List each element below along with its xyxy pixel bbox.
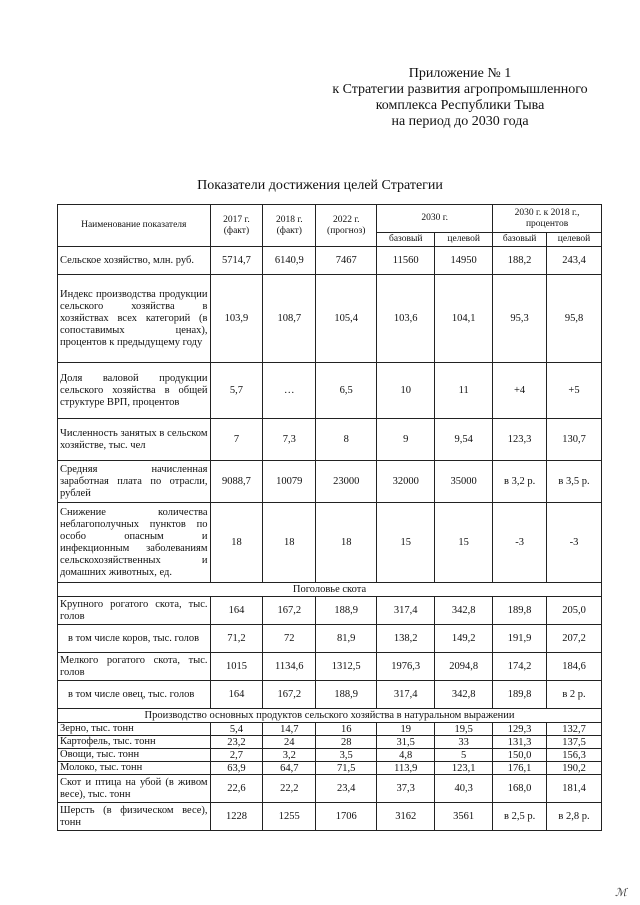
- indicator-value: 19: [377, 723, 435, 736]
- table-row: [58, 461, 602, 503]
- indicator-value: 40,3: [435, 775, 493, 803]
- indicator-value: 71,5: [316, 762, 377, 775]
- indicator-name: Овощи, тыс. тонн: [58, 749, 211, 762]
- indicator-value: -3: [547, 503, 602, 583]
- indicator-value: 9088,7: [210, 461, 263, 503]
- indicator-value: 167,2: [263, 681, 316, 709]
- indicator-value: 3,2: [263, 749, 316, 762]
- indicator-value: в 2,5 р.: [493, 803, 547, 831]
- indicators-table: [57, 204, 602, 831]
- indicator-value: в 2 р.: [547, 681, 602, 709]
- indicator-name: Доля валовой продукции сельского хозяйства в общей структуре ВРП, процентов: [58, 363, 211, 419]
- indicator-value: 190,2: [547, 762, 602, 775]
- indicator-value: 6140,9: [263, 247, 316, 275]
- indicator-value: 205,0: [547, 597, 602, 625]
- indicator-value: 72: [263, 625, 316, 653]
- indicator-value: 176,1: [493, 762, 547, 775]
- indicator-value: 95,8: [547, 275, 602, 363]
- indicator-value: +4: [493, 363, 547, 419]
- table-row: [58, 723, 602, 736]
- indicator-value: 3561: [435, 803, 493, 831]
- indicator-value: 188,9: [316, 597, 377, 625]
- indicator-value: 103,9: [210, 275, 263, 363]
- indicator-value: 108,7: [263, 275, 316, 363]
- col-header-target-ratio: целевой: [547, 233, 602, 247]
- indicator-value: 5: [435, 749, 493, 762]
- col-header-base-ratio: базовый: [493, 233, 547, 247]
- indicator-value: 35000: [435, 461, 493, 503]
- indicator-value: 18: [210, 503, 263, 583]
- indicator-value: 156,3: [547, 749, 602, 762]
- indicator-value: 164: [210, 681, 263, 709]
- indicator-value: …: [263, 363, 316, 419]
- indicator-value: 167,2: [263, 597, 316, 625]
- table-row: [58, 597, 602, 625]
- indicator-value: 184,6: [547, 653, 602, 681]
- header-line-3: комплекса Республики Тыва: [375, 98, 545, 113]
- indicator-value: в 3,2 р.: [493, 461, 547, 503]
- indicator-value: 15: [435, 503, 493, 583]
- col-header-name: Наименование показателя: [58, 205, 211, 247]
- indicator-value: 3162: [377, 803, 435, 831]
- indicator-value: 103,6: [377, 275, 435, 363]
- indicator-value: 131,3: [493, 736, 547, 749]
- indicator-value: 317,4: [377, 597, 435, 625]
- indicator-value: 1255: [263, 803, 316, 831]
- indicator-value: 5,4: [210, 723, 263, 736]
- indicator-value: 174,2: [493, 653, 547, 681]
- table-row: [58, 503, 602, 583]
- indicator-value: 14950: [435, 247, 493, 275]
- indicator-value: +5: [547, 363, 602, 419]
- indicator-value: -3: [493, 503, 547, 583]
- indicator-value: 105,4: [316, 275, 377, 363]
- indicator-value: 2094,8: [435, 653, 493, 681]
- indicator-name: Картофель, тыс. тонн: [58, 736, 211, 749]
- indicator-value: 113,9: [377, 762, 435, 775]
- indicator-name: Снижение количества неблагополучных пунктов по особо опасным и инфекционным заболеваниям сельскохозяйственных и домашних животных, ед.: [58, 503, 211, 583]
- indicator-value: 16: [316, 723, 377, 736]
- indicator-value: 23000: [316, 461, 377, 503]
- indicator-value: 342,8: [435, 597, 493, 625]
- indicator-value: 188,2: [493, 247, 547, 275]
- indicator-value: 5714,7: [210, 247, 263, 275]
- indicator-value: 5,7: [210, 363, 263, 419]
- indicator-value: 14,7: [263, 723, 316, 736]
- table-row: [58, 775, 602, 803]
- indicator-value: 130,7: [547, 419, 602, 461]
- col-header-2018: 2018 г. (факт): [263, 205, 316, 247]
- indicator-value: 22,6: [210, 775, 263, 803]
- table-row: [58, 749, 602, 762]
- indicator-value: 24: [263, 736, 316, 749]
- indicator-value: 8: [316, 419, 377, 461]
- section-heading: Поголовье скота: [58, 583, 602, 597]
- indicator-value: 150,0: [493, 749, 547, 762]
- indicator-name: Сельское хозяйство, млн. руб.: [58, 247, 211, 275]
- indicator-value: 132,7: [547, 723, 602, 736]
- indicator-value: 9,54: [435, 419, 493, 461]
- indicator-value: 11: [435, 363, 493, 419]
- col-header-ratio: 2030 г. к 2018 г., процентов: [493, 205, 602, 233]
- indicator-value: 18: [316, 503, 377, 583]
- indicator-value: 243,4: [547, 247, 602, 275]
- indicator-value: в 2,8 р.: [547, 803, 602, 831]
- indicator-value: 28: [316, 736, 377, 749]
- indicator-value: 4,8: [377, 749, 435, 762]
- section-row: [58, 583, 602, 597]
- indicator-value: в 3,5 р.: [547, 461, 602, 503]
- indicator-value: 1228: [210, 803, 263, 831]
- document-title: Показатели достижения целей Стратегии: [197, 178, 443, 193]
- indicator-value: 22,2: [263, 775, 316, 803]
- indicator-name: в том числе коров, тыс. голов: [58, 625, 211, 653]
- handwritten-mark: ℳ: [615, 887, 627, 899]
- table-row: [58, 625, 602, 653]
- indicator-value: 149,2: [435, 625, 493, 653]
- indicator-value: 138,2: [377, 625, 435, 653]
- table-row: [58, 736, 602, 749]
- table-row: [58, 681, 602, 709]
- indicator-value: 6,5: [316, 363, 377, 419]
- indicator-value: 104,1: [435, 275, 493, 363]
- indicator-name: Мелкого рогатого скота, тыс. голов: [58, 653, 211, 681]
- col-header-2022: 2022 г. (прогноз): [316, 205, 377, 247]
- indicator-name: Молоко, тыс. тонн: [58, 762, 211, 775]
- indicator-value: 9: [377, 419, 435, 461]
- indicator-value: 32000: [377, 461, 435, 503]
- indicator-value: 18: [263, 503, 316, 583]
- indicator-value: 31,5: [377, 736, 435, 749]
- appendix-label: Приложение № 1: [408, 66, 512, 81]
- indicator-value: 7,3: [263, 419, 316, 461]
- indicator-name: в том числе овец, тыс. голов: [58, 681, 211, 709]
- indicator-value: 10: [377, 363, 435, 419]
- indicator-value: 123,1: [435, 762, 493, 775]
- indicator-value: 23,2: [210, 736, 263, 749]
- indicator-value: 1015: [210, 653, 263, 681]
- table-row: [58, 247, 602, 275]
- indicator-value: 181,4: [547, 775, 602, 803]
- table-row: [58, 653, 602, 681]
- indicator-value: 95,3: [493, 275, 547, 363]
- indicator-value: 342,8: [435, 681, 493, 709]
- indicator-value: 11560: [377, 247, 435, 275]
- indicator-value: 19,5: [435, 723, 493, 736]
- section-row: [58, 709, 602, 723]
- indicator-value: 23,4: [316, 775, 377, 803]
- indicator-value: 3,5: [316, 749, 377, 762]
- indicator-value: 123,3: [493, 419, 547, 461]
- indicator-name: Индекс производства продукции сельского хозяйства в хозяйствах всех категорий (в сопоставимых ценах), процентов к предыдущему году: [58, 275, 211, 363]
- indicator-value: 10079: [263, 461, 316, 503]
- indicator-name: Средняя начисленная заработная плата по отрасли, рублей: [58, 461, 211, 503]
- indicator-value: 63,9: [210, 762, 263, 775]
- indicator-value: 71,2: [210, 625, 263, 653]
- col-header-2030: 2030 г.: [377, 205, 493, 233]
- indicator-value: 189,8: [493, 681, 547, 709]
- indicator-value: 207,2: [547, 625, 602, 653]
- header-line-2: к Стратегии развития агропромышленного: [332, 82, 588, 97]
- indicator-value: 164: [210, 597, 263, 625]
- indicator-value: 1706: [316, 803, 377, 831]
- indicator-value: 64,7: [263, 762, 316, 775]
- indicator-value: 15: [377, 503, 435, 583]
- indicator-value: 129,3: [493, 723, 547, 736]
- indicator-name: Крупного рогатого скота, тыс. голов: [58, 597, 211, 625]
- table-row: [58, 762, 602, 775]
- indicator-value: 317,4: [377, 681, 435, 709]
- indicator-value: 137,5: [547, 736, 602, 749]
- table-row: [58, 275, 602, 363]
- indicator-name: Зерно, тыс. тонн: [58, 723, 211, 736]
- indicator-name: Численность занятых в сельском хозяйстве, тыс. чел: [58, 419, 211, 461]
- indicator-value: 191,9: [493, 625, 547, 653]
- indicator-value: 2,7: [210, 749, 263, 762]
- header-line-4: на период до 2030 года: [391, 114, 529, 129]
- col-header-2017: 2017 г. (факт): [210, 205, 263, 247]
- col-header-base: базовый: [377, 233, 435, 247]
- indicator-value: 7467: [316, 247, 377, 275]
- indicator-name: Скот и птица на убой (в живом весе), тыс. тонн: [58, 775, 211, 803]
- indicator-value: 1134,6: [263, 653, 316, 681]
- indicator-value: 1312,5: [316, 653, 377, 681]
- indicator-value: 168,0: [493, 775, 547, 803]
- table-row: [58, 419, 602, 461]
- indicator-value: 1976,3: [377, 653, 435, 681]
- indicator-value: 37,3: [377, 775, 435, 803]
- indicator-value: 7: [210, 419, 263, 461]
- col-header-target: целевой: [435, 233, 493, 247]
- document-header: [300, 66, 620, 130]
- indicator-name: Шерсть (в физическом весе), тонн: [58, 803, 211, 831]
- indicator-value: 188,9: [316, 681, 377, 709]
- table-row: [58, 803, 602, 831]
- indicator-value: 33: [435, 736, 493, 749]
- indicator-value: 81,9: [316, 625, 377, 653]
- section-heading: Производство основных продуктов сельского хозяйства в натуральном выражении: [58, 709, 602, 723]
- table-row: [58, 363, 602, 419]
- indicator-value: 189,8: [493, 597, 547, 625]
